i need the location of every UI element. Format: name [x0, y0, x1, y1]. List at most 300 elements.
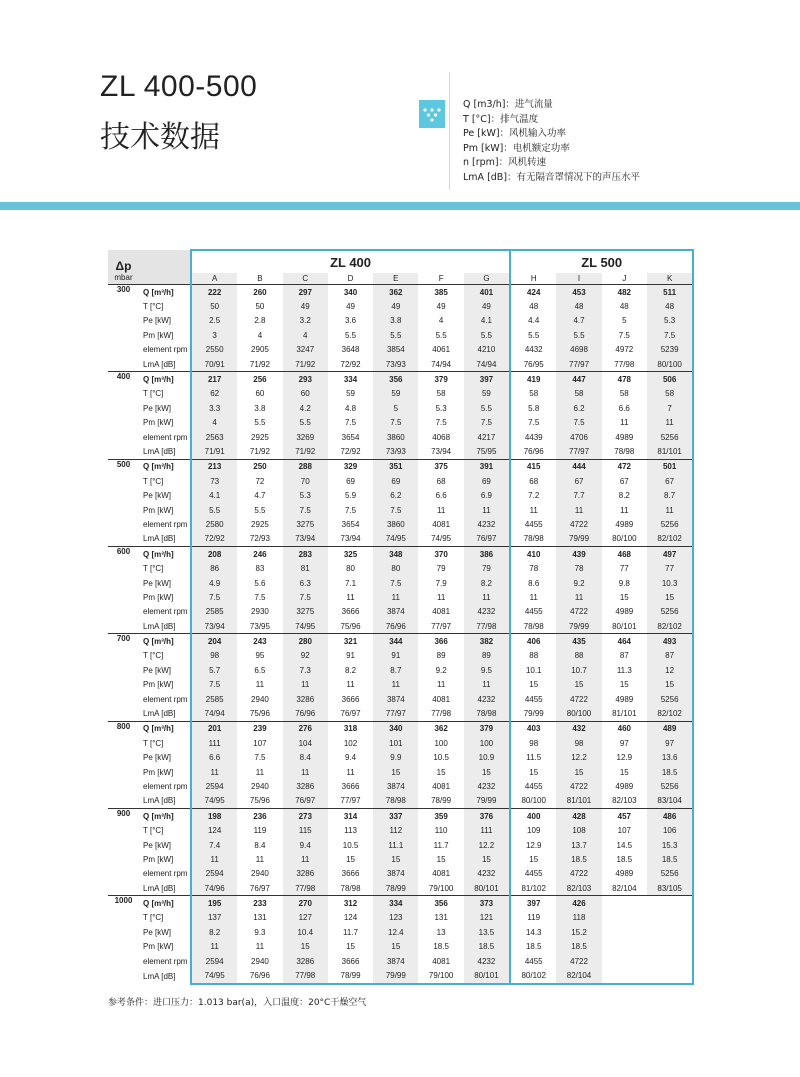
page-title: ZL 400-500: [100, 70, 258, 103]
value-cell: 432: [556, 721, 601, 736]
dp-blank: [108, 576, 139, 590]
value-cell: 18.5: [647, 852, 693, 866]
value-cell: 9.3: [254, 927, 266, 937]
dp-blank: [108, 678, 139, 692]
dp-blank: [108, 444, 139, 459]
value-cell: 77: [619, 564, 629, 574]
value-cell: 318: [328, 721, 373, 736]
value-cell: 74/95: [191, 794, 237, 809]
value-cell: 7: [647, 401, 693, 415]
param-label: Pm [kW]: [143, 854, 174, 864]
value-cell: 312: [328, 896, 373, 911]
value-cell: 5.5: [510, 328, 556, 342]
value-cell: 4989: [615, 432, 634, 442]
value-cell: 121: [464, 911, 510, 925]
param-label: Pe [kW]: [143, 403, 172, 413]
value-cell: 5.7: [191, 663, 237, 677]
value-cell: 410: [510, 547, 556, 562]
value-cell: 2940: [251, 694, 269, 704]
table-row: [108, 517, 693, 531]
value-cell: 80/100: [647, 357, 693, 372]
value-cell: 8.2: [618, 491, 630, 501]
value-cell: 102: [343, 738, 358, 748]
value-cell: 69: [346, 476, 355, 486]
value-cell: 7.3: [283, 663, 328, 677]
value-cell: [602, 940, 647, 954]
param-label: Pe [kW]: [143, 491, 172, 501]
value-cell: 58: [619, 389, 629, 399]
dp-blank: [108, 881, 139, 896]
value-cell: 113: [344, 826, 357, 836]
value-cell: 217: [191, 372, 237, 387]
value-cell: 15: [346, 942, 355, 952]
value-cell: 123: [373, 911, 418, 925]
value-cell: 256: [237, 372, 282, 387]
value-cell: 78/98: [464, 706, 510, 721]
value-cell: 12.2: [464, 838, 510, 852]
param-label: Pm [kW]: [143, 680, 174, 690]
value-cell: 382: [464, 634, 510, 649]
value-cell: 74/94: [191, 706, 237, 721]
value-cell: 78/98: [340, 883, 361, 893]
value-cell: 8.4: [283, 751, 328, 765]
table-row: [108, 328, 693, 342]
value-cell: 13.5: [464, 925, 510, 939]
table-row: [108, 736, 693, 750]
table-row: [108, 706, 693, 721]
value-cell: [602, 968, 647, 983]
value-cell: 2594: [191, 867, 237, 881]
value-cell: 106: [647, 823, 693, 837]
value-cell: 233: [237, 896, 282, 911]
value-cell: 15: [619, 592, 629, 602]
value-cell: 15: [556, 678, 601, 692]
value-cell: 79/100: [418, 968, 463, 983]
value-cell: 108: [556, 823, 601, 837]
dp-blank: [108, 488, 139, 502]
value-cell: 4232: [464, 867, 510, 881]
value-cell: 419: [510, 372, 556, 387]
value-cell: 2940: [251, 781, 269, 791]
table-row: [108, 838, 693, 852]
value-cell: 4989: [615, 694, 634, 704]
value-cell: 71/92: [283, 444, 328, 459]
value-cell: 6.2: [556, 401, 601, 415]
value-cell: 7.5: [254, 592, 266, 602]
param-label: Q [m³/h]: [139, 896, 191, 911]
value-cell: 5256: [647, 692, 693, 706]
dp-blank: [108, 794, 139, 809]
value-cell: 4722: [556, 954, 601, 968]
value-cell: 7.5: [283, 503, 328, 517]
value-cell: 293: [283, 372, 328, 387]
value-cell: 3874: [373, 692, 418, 706]
value-cell: 344: [373, 634, 418, 649]
param-label: Pm [kW]: [143, 592, 174, 602]
param-label: T [°C]: [143, 564, 164, 574]
value-cell: 50: [255, 302, 265, 312]
value-cell: 110: [434, 826, 448, 836]
value-cell: [647, 940, 693, 954]
value-cell: 83/104: [647, 794, 693, 809]
value-cell: 58: [556, 387, 601, 401]
value-cell: 15: [647, 678, 693, 692]
value-cell: 5.5: [556, 328, 601, 342]
value-cell: 131: [434, 913, 448, 923]
value-cell: 3275: [283, 517, 328, 531]
table-row: [108, 721, 693, 736]
dp-blank: [108, 401, 139, 415]
value-cell: 5.5: [435, 330, 447, 340]
value-cell: 104: [283, 736, 328, 750]
model-header: H: [510, 273, 556, 285]
dp-blank: [108, 692, 139, 706]
table-row: [108, 430, 693, 444]
value-cell: 386: [464, 547, 510, 562]
value-cell: 98: [510, 736, 556, 750]
dp-blank: [108, 430, 139, 444]
param-label: element rpm: [143, 607, 188, 617]
value-cell: 379: [418, 372, 463, 387]
table-row: [108, 459, 693, 474]
value-cell: 15: [373, 940, 418, 954]
value-cell: 75/96: [249, 709, 270, 719]
value-cell: 10.5: [433, 753, 449, 763]
value-cell: 11: [436, 505, 446, 515]
dp-blank: [108, 474, 139, 488]
value-cell: 11: [255, 854, 265, 864]
value-cell: 15: [436, 767, 446, 777]
param-label: element rpm: [143, 869, 188, 879]
value-cell: 7.5: [435, 418, 447, 428]
value-cell: 74/95: [373, 532, 418, 547]
value-cell: 9.2: [556, 576, 601, 590]
dp-value: 300: [108, 285, 139, 300]
param-label: Q [m³/h]: [139, 809, 191, 824]
param-label: element rpm: [143, 781, 188, 791]
dp-header: Δp: [108, 250, 139, 273]
value-cell: 3.6: [344, 316, 357, 326]
value-cell: 4081: [432, 781, 451, 791]
table-row: [108, 823, 693, 837]
value-cell: 74/96: [191, 881, 237, 896]
value-cell: 5256: [647, 517, 693, 531]
table-row: [108, 794, 693, 809]
value-cell: 12.2: [556, 751, 601, 765]
dp-blank: [108, 968, 139, 983]
value-cell: 107: [253, 738, 267, 748]
value-cell: 112: [373, 823, 418, 837]
legend-item: Q [m3/h]：进气流量: [463, 99, 553, 110]
legend-item: T [°C]：排气温度: [463, 113, 539, 125]
value-cell: 7.5: [464, 416, 510, 430]
value-cell: 415: [510, 459, 556, 474]
value-cell: 213: [191, 459, 237, 474]
dp-blank: [108, 765, 139, 779]
dp-blank: [108, 357, 139, 372]
param-label: Q [m³/h]: [139, 459, 191, 474]
value-cell: 49: [464, 299, 510, 313]
value-cell: 76/97: [340, 709, 361, 719]
value-cell: 60: [255, 389, 265, 399]
value-cell: 397: [510, 896, 556, 911]
value-cell: 7.7: [556, 488, 601, 502]
value-cell: 2930: [251, 607, 269, 617]
value-cell: 11: [436, 592, 446, 602]
value-cell: 11: [191, 765, 237, 779]
param-label: Pe [kW]: [143, 840, 172, 850]
value-cell: 348: [373, 547, 418, 562]
param-label: Q [m³/h]: [139, 372, 191, 387]
table-row: [108, 678, 693, 692]
value-cell: 424: [510, 285, 556, 300]
value-cell: 3666: [341, 607, 360, 617]
legend-list: [463, 98, 640, 185]
value-cell: 3860: [373, 430, 418, 444]
value-cell: 366: [418, 634, 463, 649]
table-row: [108, 619, 693, 634]
value-cell: 59: [346, 389, 355, 399]
value-cell: 68: [436, 476, 446, 486]
value-cell: 6.6: [191, 751, 237, 765]
value-cell: 98: [556, 736, 601, 750]
value-cell: 5.5: [254, 505, 266, 515]
value-cell: 124: [191, 823, 237, 837]
value-cell: 11: [255, 942, 265, 952]
value-cell: 11: [283, 678, 328, 692]
legend-item: Pm [kW]：电机额定功率: [463, 142, 570, 154]
value-cell: 5.5: [283, 416, 328, 430]
value-cell: 7.4: [191, 838, 237, 852]
value-cell: 11: [510, 590, 556, 604]
value-cell: 58: [647, 387, 693, 401]
value-cell: 87: [619, 651, 629, 661]
table-row: [108, 357, 693, 372]
value-cell: 3269: [283, 430, 328, 444]
value-cell: 78/98: [373, 794, 418, 809]
value-cell: 68: [510, 474, 556, 488]
table-row: [108, 372, 693, 387]
value-cell: 2925: [251, 432, 269, 442]
value-cell: 71/92: [249, 359, 270, 369]
value-cell: 4989: [615, 869, 634, 879]
value-cell: 77/97: [431, 621, 452, 631]
value-cell: 280: [283, 634, 328, 649]
value-cell: 472: [602, 459, 647, 474]
value-cell: 4722: [556, 692, 601, 706]
value-cell: 4.1: [464, 314, 510, 328]
value-cell: 208: [191, 547, 237, 562]
value-cell: 79/99: [464, 794, 510, 809]
dp-blank: [108, 416, 139, 430]
value-cell: 89: [436, 651, 446, 661]
param-label: Pm [kW]: [143, 330, 174, 340]
param-label: T [°C]: [143, 738, 164, 748]
value-cell: 76/97: [249, 883, 270, 893]
value-cell: 10.1: [510, 663, 556, 677]
value-cell: 73/93: [373, 357, 418, 372]
value-cell: 457: [602, 809, 647, 824]
page-subtitle: 技术数据: [100, 120, 220, 155]
value-cell: 5239: [647, 343, 693, 357]
value-cell: 77/97: [556, 357, 601, 372]
value-cell: 351: [373, 459, 418, 474]
value-cell: 2563: [191, 430, 237, 444]
value-cell: 3: [191, 328, 237, 342]
value-cell: 5: [373, 401, 418, 415]
value-cell: 403: [510, 721, 556, 736]
value-cell: 11: [620, 418, 629, 428]
value-cell: 74/95: [431, 534, 452, 544]
value-cell: 11: [620, 505, 629, 515]
value-cell: [602, 911, 647, 925]
dp-blank: [108, 823, 139, 837]
value-cell: 12.9: [616, 753, 633, 763]
value-cell: 4: [438, 316, 444, 326]
value-cell: 10.3: [647, 576, 693, 590]
value-cell: 71/92: [283, 357, 328, 372]
value-cell: 5.5: [464, 328, 510, 342]
value-cell: 486: [647, 809, 693, 824]
table-row: [108, 444, 693, 459]
value-cell: 6.9: [464, 488, 510, 502]
value-cell: 4722: [556, 605, 601, 619]
value-cell: 406: [510, 634, 556, 649]
value-cell: 82/102: [647, 619, 693, 634]
param-label: element rpm: [143, 345, 188, 355]
value-cell: 4972: [615, 345, 634, 355]
value-cell: 11: [346, 592, 355, 602]
value-cell: 115: [283, 823, 328, 837]
table-row: [108, 867, 693, 881]
value-cell: 5256: [647, 779, 693, 793]
value-cell: 3874: [373, 867, 418, 881]
value-cell: 5.3: [283, 488, 328, 502]
param-label: T [°C]: [143, 651, 164, 661]
group-header-zl400: ZL 400: [191, 250, 510, 273]
dp-blank: [108, 590, 139, 604]
value-cell: 12.4: [373, 925, 418, 939]
value-cell: 325: [328, 547, 373, 562]
value-cell: 204: [191, 634, 237, 649]
value-cell: 80/100: [556, 706, 601, 721]
value-cell: 5.8: [510, 401, 556, 415]
value-cell: 82/104: [556, 968, 601, 983]
value-cell: 511: [647, 285, 693, 300]
param-label: Pm [kW]: [143, 767, 174, 777]
value-cell: 9.2: [435, 665, 447, 675]
value-cell: 359: [418, 809, 463, 824]
value-cell: 198: [191, 809, 237, 824]
value-cell: 78: [556, 561, 601, 575]
value-cell: 4.8: [344, 403, 357, 413]
value-cell: 201: [191, 721, 237, 736]
param-label: LmA [dB]: [143, 709, 176, 719]
table-row: [108, 314, 693, 328]
value-cell: 4.9: [191, 576, 237, 590]
value-cell: 11: [464, 678, 510, 692]
value-cell: 10.9: [464, 751, 510, 765]
value-cell: 73/94: [340, 534, 361, 544]
param-label: T [°C]: [143, 913, 164, 923]
value-cell: 80/101: [612, 621, 637, 631]
value-cell: 2.8: [254, 316, 266, 326]
value-cell: 11: [191, 940, 237, 954]
value-cell: 91: [346, 651, 355, 661]
divider-line: [449, 72, 450, 190]
dp-value: 400: [108, 372, 139, 387]
value-cell: 11: [647, 416, 693, 430]
legend-item: LmA [dB]：有无隔音罩情况下的声压水平: [463, 171, 641, 183]
value-cell: 439: [556, 547, 601, 562]
value-cell: 464: [602, 634, 647, 649]
value-cell: [602, 896, 647, 911]
value-cell: 2925: [251, 519, 269, 529]
table-row: [108, 605, 693, 619]
model-header: C: [283, 273, 328, 285]
value-cell: 72/92: [191, 532, 237, 547]
value-cell: 69: [373, 474, 418, 488]
value-cell: 79/99: [510, 706, 556, 721]
value-cell: 15: [373, 765, 418, 779]
value-cell: 3648: [341, 345, 360, 355]
dp-blank: [108, 517, 139, 531]
value-cell: 18.5: [616, 854, 633, 864]
value-cell: 435: [556, 634, 601, 649]
value-cell: 3.3: [191, 401, 237, 415]
value-cell: 82/102: [647, 532, 693, 547]
value-cell: 7.5: [283, 590, 328, 604]
value-cell: 4455: [510, 517, 556, 531]
value-cell: 11: [510, 503, 556, 517]
value-cell: 70/91: [191, 357, 237, 372]
value-cell: 236: [237, 809, 282, 824]
table-row: [108, 751, 693, 765]
value-cell: 76/97: [283, 794, 328, 809]
value-cell: 98: [191, 649, 237, 663]
value-cell: 4.1: [191, 488, 237, 502]
value-cell: 78: [510, 561, 556, 575]
table-row: [108, 911, 693, 925]
model-header: D: [347, 274, 354, 283]
value-cell: [647, 896, 693, 911]
value-cell: 11.1: [373, 838, 418, 852]
table-row: [108, 343, 693, 357]
value-cell: 2.5: [191, 314, 237, 328]
dp-blank: [108, 736, 139, 750]
value-cell: 73/94: [431, 446, 452, 456]
value-cell: 3.8: [254, 403, 266, 413]
value-cell: 78/98: [510, 619, 556, 634]
value-cell: 15: [373, 852, 418, 866]
value-cell: [602, 954, 647, 968]
value-cell: 2594: [191, 779, 237, 793]
value-cell: [647, 954, 693, 968]
model-header: I: [556, 273, 601, 285]
value-cell: 18.5: [464, 940, 510, 954]
value-cell: 260: [237, 285, 282, 300]
dp-value: 1000: [108, 896, 139, 911]
value-cell: 3654: [341, 432, 360, 442]
param-label: T [°C]: [143, 302, 164, 312]
value-cell: 8.7: [647, 488, 693, 502]
value-cell: 78/98: [510, 532, 556, 547]
value-cell: 283: [283, 547, 328, 562]
value-cell: 77/98: [283, 881, 328, 896]
value-cell: 11: [346, 680, 355, 690]
value-cell: 478: [602, 372, 647, 387]
value-cell: 15.3: [647, 838, 693, 852]
